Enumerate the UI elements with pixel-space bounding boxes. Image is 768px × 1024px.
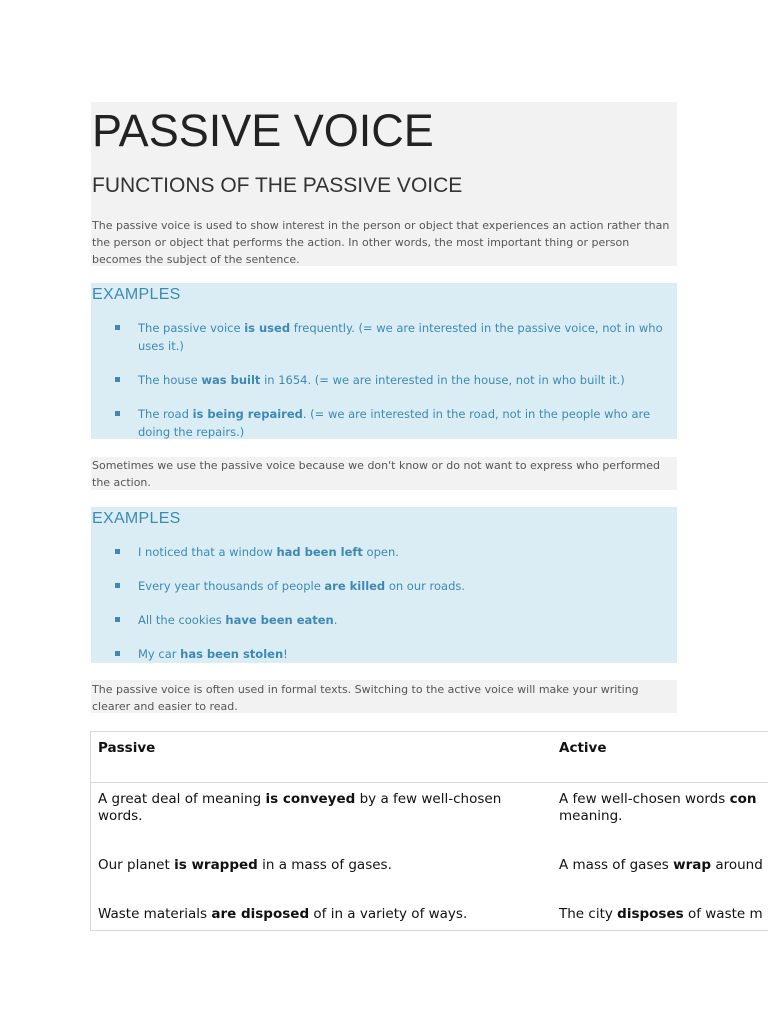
- example-text-post: frequently. (= we are interested in the passive voice, not in who uses it.): [138, 321, 663, 353]
- square-bullet-icon: [115, 411, 120, 416]
- square-bullet-icon: [115, 325, 120, 330]
- square-bullet-icon: [115, 377, 120, 382]
- example-text-pre: The house: [138, 373, 202, 387]
- middle-paragraph: Sometimes we use the passive voice because we don't know or do not want to express who performed the action.: [92, 459, 660, 489]
- example-item: [115, 543, 678, 561]
- example-text-post: in 1654. (= we are interested in the house, not in who built it.): [260, 373, 625, 387]
- example-verb: is used: [244, 321, 291, 335]
- example-item: [115, 319, 678, 355]
- example-text-post: on our roads.: [385, 579, 466, 593]
- example-verb: is being repaired: [192, 407, 303, 421]
- example-text-post: . (= we are interested in the road, not in the people who are doing the repairs.): [138, 407, 651, 439]
- example-text-pre: My car: [138, 647, 181, 661]
- square-bullet-icon: [115, 549, 120, 554]
- square-bullet-icon: [115, 651, 120, 656]
- table-header-active: Active: [559, 740, 607, 756]
- examples-heading-1: EXAMPLES: [92, 286, 181, 303]
- example-text-post: .: [333, 613, 338, 627]
- table-cell-active: The city disposes of waste m: [559, 906, 763, 922]
- example-text-post: open.: [362, 545, 399, 559]
- example-text-post: !: [283, 647, 288, 661]
- closing-paragraph: The passive voice is often used in formal texts. Switching to the active voice will make your writing clearer and easier to read.: [92, 683, 639, 713]
- table-cell-passive: A great deal of meaning is conveyed by a few well-chosen words.: [98, 791, 502, 824]
- section-subtitle: FUNCTIONS OF THE PASSIVE VOICE: [92, 174, 463, 197]
- comparison-table: [90, 731, 768, 931]
- example-verb: was built: [201, 373, 261, 387]
- table-row: [91, 849, 768, 899]
- example-item: [115, 611, 678, 629]
- example-text-pre: All the cookies: [138, 613, 226, 627]
- intro-paragraph: The passive voice is used to show interest in the person or object that experiences an action rather than the person or object that performs the action. In other words, the most important thing or person becomes the subject of the sentence.: [92, 219, 670, 266]
- example-item: [115, 577, 678, 595]
- example-verb: are killed: [324, 579, 386, 593]
- table-cell-passive: Our planet is wrapped in a mass of gases.: [98, 857, 392, 873]
- table-cell-active-wrap: meaning.: [559, 808, 623, 824]
- example-text-pre: Every year thousands of people: [138, 579, 325, 593]
- examples-heading-2: EXAMPLES: [92, 510, 181, 527]
- example-item: [115, 371, 678, 389]
- square-bullet-icon: [115, 583, 120, 588]
- table-row: [91, 783, 768, 849]
- example-text-pre: The passive voice: [138, 321, 245, 335]
- page-title: PASSIVE VOICE: [92, 105, 434, 156]
- table-cell-active: A few well-chosen words con: [559, 791, 757, 807]
- example-item: [115, 645, 678, 663]
- table-cell-active: A mass of gases wrap around: [559, 857, 763, 873]
- example-text-pre: I noticed that a window: [138, 545, 277, 559]
- table-header-passive: Passive: [98, 740, 156, 756]
- example-item: [115, 405, 678, 441]
- example-verb: had been left: [276, 545, 363, 559]
- example-text-pre: The road: [138, 407, 193, 421]
- square-bullet-icon: [115, 617, 120, 622]
- example-verb: have been eaten: [225, 613, 334, 627]
- table-header-row: [91, 732, 768, 783]
- table-cell-passive: Waste materials are disposed of in a variety of ways.: [98, 906, 468, 922]
- example-verb: has been stolen: [180, 647, 284, 661]
- table-row: [91, 898, 768, 930]
